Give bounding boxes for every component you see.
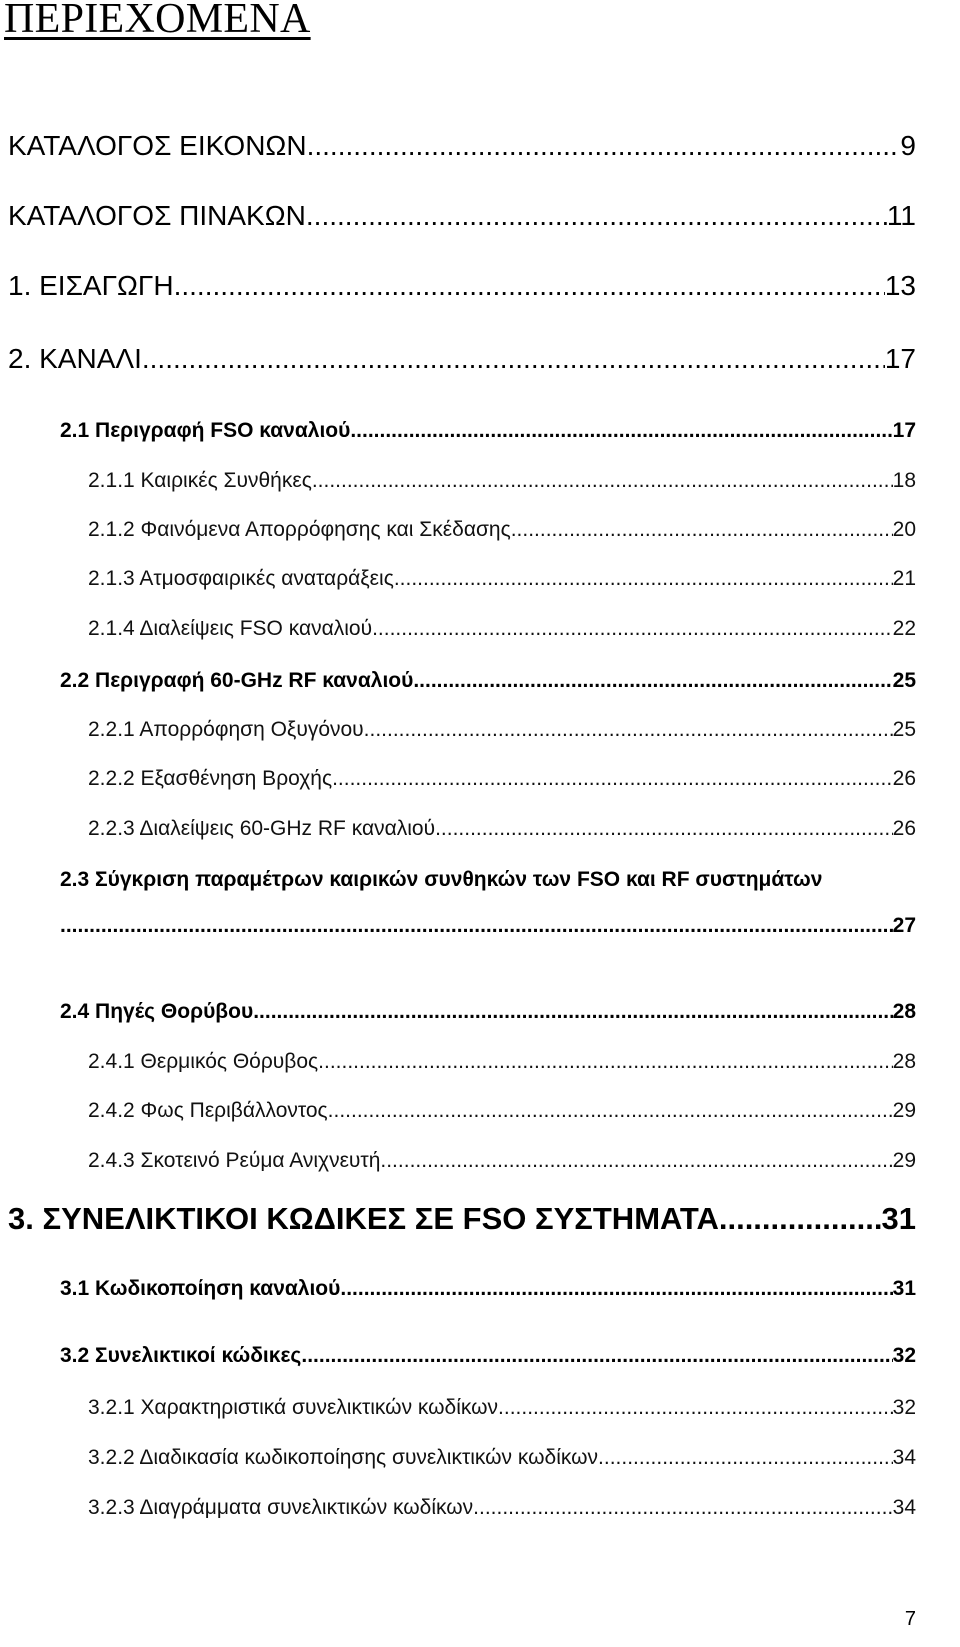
toc-entry-label: 2.2.3 Διαλείψεις 60-GHz RF καναλιού: [88, 817, 436, 840]
toc-entry-page: 17: [884, 343, 916, 374]
dot-leader: [142, 343, 885, 375]
toc-heading: ΠΕΡΙΕΧΟΜΕΝΑ: [4, 0, 311, 42]
toc-entry-list-of-tables[interactable]: [8, 200, 916, 232]
toc-entry-section-2-2-1[interactable]: [88, 718, 916, 742]
toc-entry-page: 31: [892, 1277, 916, 1300]
toc-entry-page: 34: [892, 1496, 916, 1519]
toc-entry-page: 31: [881, 1201, 916, 1236]
toc-entry-page: 9: [900, 130, 916, 161]
toc-entry-section-2-1-4[interactable]: [88, 617, 916, 641]
toc-entry-section-2-2[interactable]: [60, 669, 916, 693]
toc-entry-page: 27: [892, 914, 916, 937]
dot-leader: [380, 1149, 892, 1173]
toc-entry-section-3-1[interactable]: [60, 1277, 916, 1301]
toc-entry-label: 2.1 Περιγραφή FSO καναλιού: [60, 419, 351, 442]
dot-leader: [253, 1000, 892, 1024]
page-number: 7: [904, 1608, 916, 1630]
toc-entry-page: 32: [892, 1344, 916, 1367]
toc-entry-label: 3. ΣΥΝΕΛΙΚΤΙΚΟΙ ΚΩΔΙΚΕΣ ΣΕ FSO ΣΥΣΤΗΜΑΤΑ: [8, 1201, 719, 1236]
dot-leader: [307, 130, 901, 162]
toc-entry-label: 3.2 Συνελικτικοί κώδικες: [60, 1344, 302, 1367]
toc-entry-label: 2.4.3 Σκοτεινό Ρεύμα Ανιχνευτή: [88, 1149, 381, 1172]
toc-entry-section-2-4-3[interactable]: [88, 1149, 916, 1173]
toc-entry-page: 13: [884, 270, 916, 301]
dot-leader: [394, 567, 893, 591]
toc-entry-page: 25: [892, 718, 916, 741]
dot-leader: [350, 419, 892, 443]
dot-leader: [312, 469, 893, 493]
toc-entry-section-2-1-2[interactable]: [88, 518, 916, 542]
dot-leader: [473, 1496, 892, 1520]
toc-entry-label: 2.1.3 Ατμοσφαιρικές αναταράξεις: [88, 567, 394, 590]
dot-leader: [511, 518, 893, 542]
toc-entry-section-2-1-3[interactable]: [88, 567, 916, 591]
toc-entry-section-2-4-2[interactable]: [88, 1099, 916, 1123]
toc-entry-page: 32: [892, 1396, 916, 1419]
toc-entry-label: 3.2.1 Χαρακτηριστικά συνελικτικών κωδίκων: [88, 1396, 499, 1419]
toc-entry-label: 2.1.1 Καιρικές Συνθήκες: [88, 469, 312, 492]
toc-entry-page: 25: [892, 669, 916, 692]
toc-entry-section-2-1[interactable]: [60, 419, 916, 443]
toc-entry-label: 3.2.3 Διαγράμματα συνελικτικών κωδίκων: [88, 1496, 474, 1519]
toc-entry-page: 17: [892, 419, 916, 442]
toc-entry-label: ΚΑΤΑΛΟΓΟΣ ΕΙΚΟΝΩΝ: [8, 130, 307, 161]
toc-entry-label: 2.4.2 Φως Περιβάλλοντος: [88, 1099, 328, 1122]
toc-entry-label: 2.4.1 Θερμικός Θόρυβος: [88, 1050, 319, 1073]
toc-entry-label: 2.4 Πηγές Θορύβου: [60, 1000, 254, 1023]
toc-entry-section-2-2-3[interactable]: [88, 817, 916, 841]
toc-entry-section-3-2[interactable]: [60, 1344, 916, 1368]
toc-entry-section-2-1-1[interactable]: [88, 469, 916, 493]
toc-entry-page: 28: [892, 1000, 916, 1023]
toc-entry-section-3-2-3[interactable]: [88, 1496, 916, 1520]
toc-entry-page: 29: [892, 1099, 916, 1122]
dot-leader: [174, 270, 885, 302]
toc-entry-page: 28: [892, 1050, 916, 1073]
toc-entry-label: 2.1.2 Φαινόμενα Απορρόφησης και Σκέδασης: [88, 518, 511, 541]
toc-entry-page: 11: [886, 200, 916, 231]
toc-entry-page: 26: [892, 767, 916, 790]
toc-entry-page: 34: [892, 1446, 916, 1469]
toc-entry-label: 2.2 Περιγραφή 60-GHz RF καναλιού: [60, 669, 414, 692]
toc-entry-section-2-3[interactable]: [60, 868, 916, 938]
toc-entry-section-3-2-1[interactable]: [88, 1396, 916, 1420]
toc-entry-label: 2. ΚΑΝΑΛΙ: [8, 343, 142, 374]
toc-entry-page: 20: [892, 518, 916, 541]
toc-entry-chapter-3[interactable]: [8, 1201, 916, 1237]
toc-entry-label: 2.3 Σύγκριση παραμέτρων καιρικών συνθηκών των FSO και RF συστημάτων: [60, 868, 823, 891]
toc-entry-page: 26: [892, 817, 916, 840]
dot-leader: [318, 1050, 892, 1074]
dot-leader: [413, 669, 892, 693]
toc-entry-label: 2.2.1 Απορρόφηση Οξυγόνου: [88, 718, 364, 741]
toc-entry-chapter-2[interactable]: [8, 343, 916, 375]
toc-entry-section-2-2-2[interactable]: [88, 767, 916, 791]
toc-entry-label: 1. ΕΙΣΑΓΩΓΗ: [8, 270, 174, 301]
dot-leader: [306, 200, 887, 232]
toc-entry-section-2-4[interactable]: [60, 1000, 916, 1024]
dot-leader: [435, 817, 893, 841]
toc-entry-section-2-4-1[interactable]: [88, 1050, 916, 1074]
dot-leader: [301, 1344, 892, 1368]
dot-leader: [332, 767, 893, 791]
toc-entry-section-3-2-2[interactable]: [88, 1446, 916, 1470]
dot-leader: [364, 718, 893, 742]
dot-leader: [328, 1099, 893, 1123]
toc-entry-label: 2.1.4 Διαλείψεις FSO καναλιού: [88, 617, 373, 640]
dot-leader: [340, 1277, 892, 1301]
toc-entry-list-of-figures[interactable]: [8, 130, 916, 162]
toc-entry-page: 18: [892, 469, 916, 492]
toc-entry-label: ΚΑΤΑΛΟΓΟΣ ΠΙΝΑΚΩΝ: [8, 200, 306, 231]
toc-entry-chapter-1[interactable]: [8, 270, 916, 302]
toc-entry-label: 3.2.2 Διαδικασία κωδικοποίησης συνελικτικών κωδίκων: [88, 1446, 599, 1469]
toc-entry-label: 2.2.2 Εξασθένηση Βροχής: [88, 767, 333, 790]
dot-leader: [719, 1201, 882, 1237]
toc-entry-label: 3.1 Κωδικοποίηση καναλιού: [60, 1277, 341, 1300]
dot-leader: [60, 914, 893, 938]
toc-entry-page: 22: [892, 617, 916, 640]
dot-leader: [372, 617, 893, 641]
toc-entry-page: 29: [892, 1149, 916, 1172]
toc-entry-page: 21: [892, 567, 916, 590]
dot-leader: [598, 1446, 893, 1470]
dot-leader: [498, 1396, 893, 1420]
